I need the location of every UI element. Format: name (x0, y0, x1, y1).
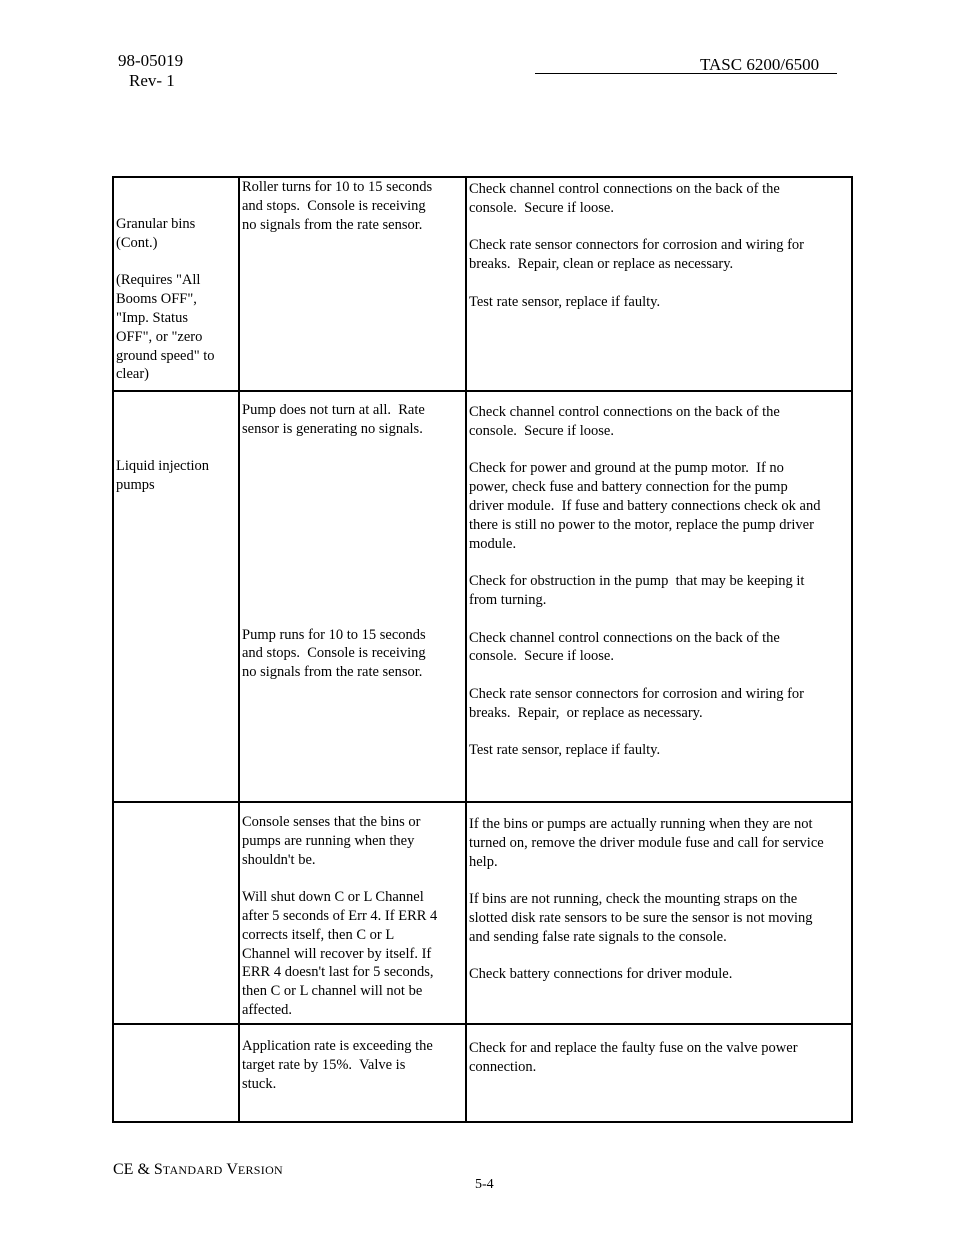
action-line: If the bins or pumps are actually running when they are not (469, 816, 813, 832)
header-rule (535, 73, 837, 74)
document-revision: Rev- 1 (129, 71, 175, 90)
action-line: driver module. If fuse and battery connections check ok and (469, 497, 821, 514)
action-line: slotted disk rate sensors to be sure the sensor is not moving (469, 909, 813, 926)
action-cell (466, 802, 852, 1024)
action-line: console. Secure if loose. (469, 422, 614, 439)
symptom-line: Channel will recover by itself. If (242, 945, 432, 962)
action-line: console. Secure if loose. (469, 199, 614, 216)
action-line: power, check fuse and battery connection for the pump (469, 479, 788, 496)
component-line: (Cont.) (116, 234, 158, 251)
table-row (113, 177, 852, 391)
symptom-line: and stops. Console is receiving (242, 645, 426, 662)
component-cell (113, 802, 239, 1024)
symptom-cell (239, 391, 466, 802)
symptom-cell (239, 177, 466, 391)
action-line: there is still no power to the motor, replace the pump driver (469, 516, 814, 533)
component-line: Granular bins (116, 216, 196, 232)
action-line: from turning. (469, 591, 547, 608)
component-cell (113, 177, 239, 391)
component-cell (113, 1024, 239, 1122)
symptom-line: Will shut down C or L Channel (242, 889, 424, 906)
symptom-line: Roller turns for 10 to 15 seconds (242, 179, 433, 195)
component-line: pumps (116, 476, 155, 493)
component-line: clear) (116, 366, 149, 383)
component-cell (113, 391, 239, 802)
symptom-line: affected. (242, 1001, 293, 1018)
version-mid: V (222, 1161, 238, 1178)
version-smallcaps: TANDARD (162, 1163, 223, 1177)
symptom-line: Pump runs for 10 to 15 seconds (242, 626, 426, 643)
component-line: (Requires "All (116, 272, 201, 289)
page-number: 5-4 (475, 1177, 494, 1192)
symptom-line: target rate by 15%. Valve is (242, 1056, 406, 1073)
action-line: Check channel control connections on the back of the (469, 629, 780, 646)
action-line: breaks. Repair, clean or replace as necessary. (469, 256, 734, 273)
table-row (113, 391, 852, 802)
version-footer (113, 1161, 283, 1179)
action-line: Test rate sensor, replace if faulty. (469, 293, 661, 310)
symptom-line: and stops. Console is receiving (242, 197, 426, 214)
action-cell (466, 391, 852, 802)
troubleshooting-table (112, 176, 841, 1123)
action-line: and sending false rate signals to the console. (469, 928, 727, 945)
action-line: Check battery connections for driver module. (469, 966, 733, 983)
action-line: console. Secure if loose. (469, 648, 614, 665)
action-line: module. (469, 535, 517, 552)
symptom-line: after 5 seconds of Err 4. If ERR 4 (242, 907, 438, 924)
component-line: ground speed" to (116, 347, 215, 364)
symptom-line: Console senses that the bins or (242, 814, 421, 830)
symptom-line: no signals from the rate sensor. (242, 664, 423, 681)
action-line: Check rate sensor connectors for corrosion and wiring for (469, 685, 805, 702)
symptom-line: sensor is generating no signals. (242, 420, 423, 437)
action-line: Check rate sensor connectors for corrosion and wiring for (469, 237, 805, 254)
action-line: Check for power and ground at the pump motor. If no (469, 460, 784, 477)
symptom-line: Pump does not turn at all. Rate (242, 402, 425, 418)
product-title: TASC 6200/6500 (700, 55, 820, 74)
table-row (113, 802, 852, 1024)
symptom-line: corrects itself, then C or L (242, 926, 395, 943)
symptom-line: Application rate is exceeding the (242, 1038, 433, 1054)
table-row (113, 1024, 852, 1122)
action-line: Check for obstruction in the pump that may be keeping it (469, 573, 805, 590)
symptom-cell (239, 1024, 466, 1122)
component-line: Liquid injection (116, 458, 210, 474)
component-line: Booms OFF", (116, 291, 197, 308)
version-prefix: CE & S (113, 1161, 163, 1178)
action-line: If bins are not running, check the mounting straps on the (469, 891, 798, 908)
document-number: 98-05019 (118, 51, 184, 70)
version-smallcaps: ERSION (237, 1163, 284, 1177)
component-line (116, 253, 236, 272)
action-line: Check channel control connections on the back of the (469, 404, 780, 420)
action-line: help. (469, 853, 498, 870)
action-line: Test rate sensor, replace if faulty. (469, 742, 661, 759)
symptom-line: no signals from the rate sensor. (242, 216, 423, 233)
symptom-line: ERR 4 doesn't last for 5 seconds, (242, 964, 434, 981)
action-line: Check channel control connections on the back of the (469, 181, 780, 197)
component-line: "Imp. Status (116, 309, 188, 326)
symptom-cell (239, 802, 466, 1024)
component-line: OFF", or "zero (116, 328, 203, 345)
symptom-line: then C or L channel will not be (242, 983, 423, 1000)
action-line: breaks. Repair, or replace as necessary. (469, 704, 703, 721)
symptom-line: shouldn't be. (242, 851, 316, 868)
action-line: Check for and replace the faulty fuse on the valve power (469, 1040, 798, 1056)
action-line: connection. (469, 1058, 537, 1075)
action-line: turned on, remove the driver module fuse and call for service (469, 834, 824, 851)
action-cell (466, 1024, 852, 1122)
action-cell (466, 177, 852, 391)
symptom-line: stuck. (242, 1075, 277, 1092)
symptom-line: pumps are running when they (242, 832, 415, 849)
